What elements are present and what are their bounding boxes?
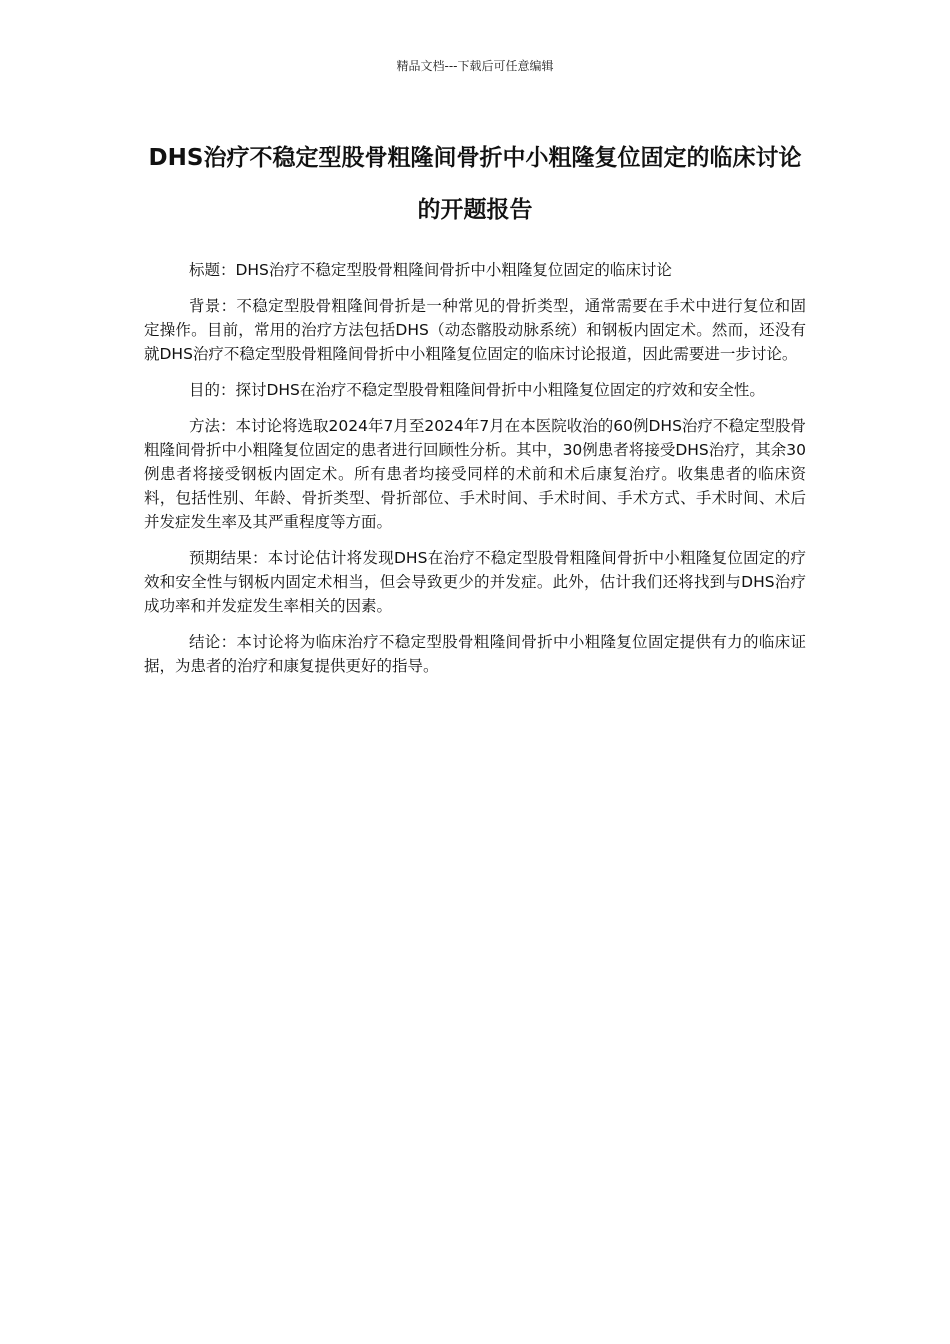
document-body xyxy=(144,258,806,690)
paragraph-objective: 目的：探讨DHS在治疗不稳定型股骨粗隆间骨折中小粗隆复位固定的疗效和安全性。 xyxy=(188,381,765,399)
paragraph-background: 背景：不稳定型股骨粗隆间骨折是一种常见的骨折类型，通常需要在手术中进行复位和固定操作。目前，常用的治疗方法包括DHS（动态髂股动脉系统）和钢板内固定术。然而，还没有就DHS治疗不稳定型股骨粗隆间骨折中小粗隆复位固定的临床讨论报道，因此需要进一步讨论。 xyxy=(144,297,806,363)
header-note: 精品文档---下载后可任意编辑 xyxy=(396,59,554,73)
paragraph-expected-results: 预期结果：本讨论估计将发现DHS在治疗不稳定型股骨粗隆间骨折中小粗隆复位固定的疗效和安全性与钢板内固定术相当，但会导致更少的并发症。此外，估计我们还将找到与DHS治疗成功率和并发症发生率相关的因素。 xyxy=(144,549,806,615)
paragraph-conclusion: 结论：本讨论将为临床治疗不稳定型股骨粗隆间骨折中小粗隆复位固定提供有力的临床证据，为患者的治疗和康复提供更好的指导。 xyxy=(144,633,806,675)
document-title: DHS治疗不稳定型股骨粗隆间骨折中小粗隆复位固定的临床讨论的开题报告 xyxy=(148,145,802,223)
paragraph-method: 方法：本讨论将选取2024年7月至2024年7月在本医院收治的60例DHS治疗不稳定型股骨粗隆间骨折中小粗隆复位固定的患者进行回顾性分析。其中，30例患者将接受DHS治疗，其余30例患者将接受钢板内固定术。所有患者均接受同样的术前和术后康复治疗。收集患者的临床资料，包括性别、年龄、骨折类型、骨折部位、手术时间、手术时间、手术方式、手术时间、术后并发症发生率及其严重程度等方面。 xyxy=(144,417,806,531)
paragraph-title: 标题：DHS治疗不稳定型股骨粗隆间骨折中小粗隆复位固定的临床讨论 xyxy=(188,261,672,279)
